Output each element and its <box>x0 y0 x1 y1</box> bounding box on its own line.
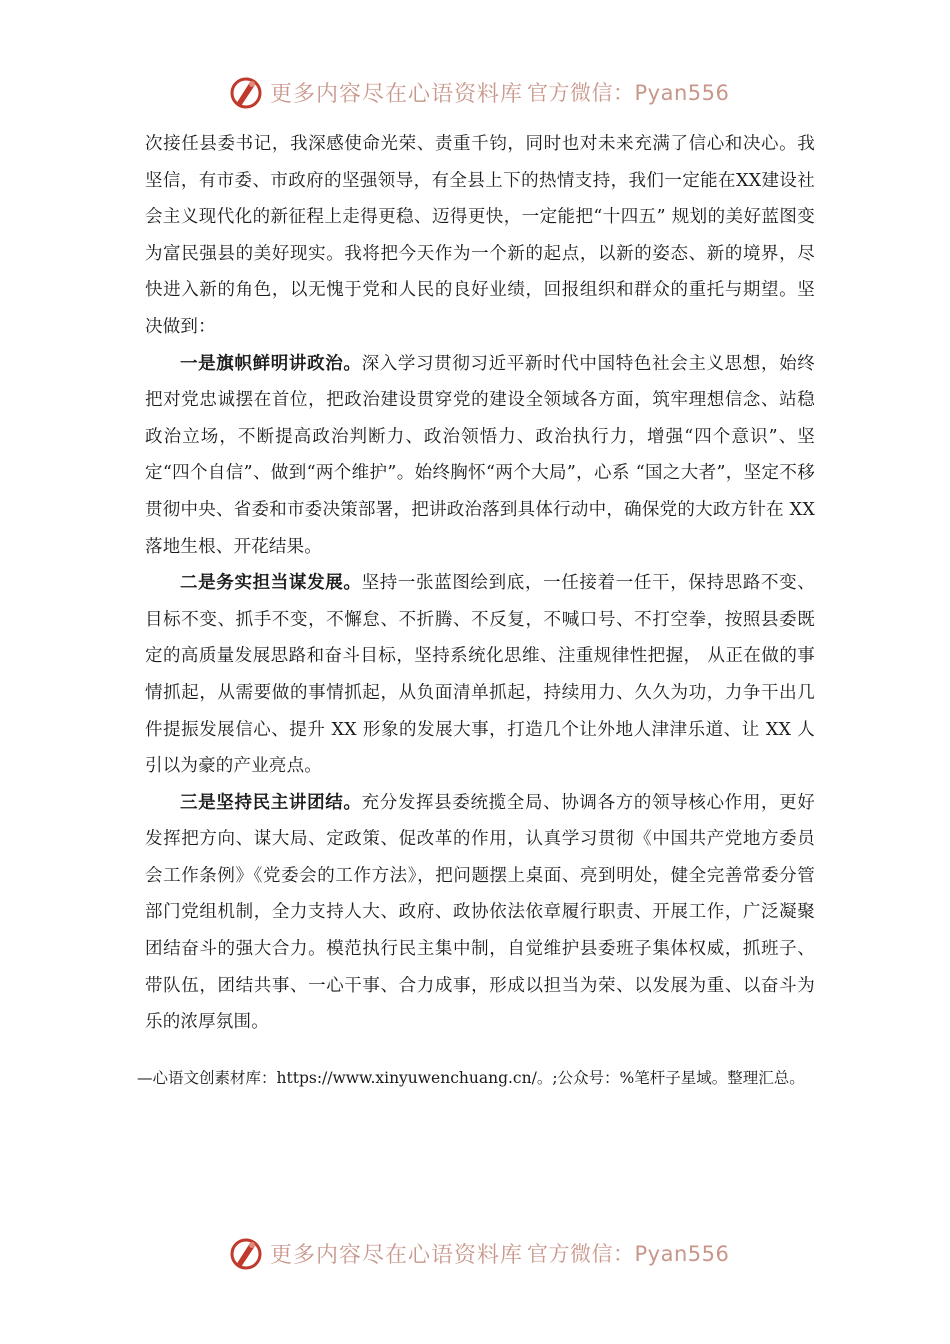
banner-text: 更多内容尽在心语资料库 <box>270 1242 524 1268</box>
point-heading: 二是务实担当谋发展。 <box>180 573 362 594</box>
article-body <box>145 126 815 1041</box>
point-paragraph <box>145 785 815 1041</box>
point-paragraph <box>145 346 815 566</box>
footer-banner <box>228 1233 728 1273</box>
pen-logo-icon <box>228 74 264 110</box>
pen-logo-icon <box>228 1235 264 1271</box>
banner-wechat: 官方微信：Pyan556 <box>527 1242 730 1266</box>
banner-wechat: 官方微信：Pyan556 <box>527 81 730 105</box>
point-text: 深入学习贯彻习近平新时代中国特色社会主义思想，始终把对党忠诚摆在首位，把政治建设贯穿党的建设全领域各方面，筑牢理想信念、站稳政治立场，不断提高政治判断力、政治领悟力、政治执行力，增强“四个意识”、坚定“四个自信”、做到“两个维护”。始终胸怀“两个大局”，心系 “国之大者”，坚定不移贯彻中央、省委和市委决策部署，把讲政治落到具体行动中，确保党的大政方针在 XX 落地生根、开花结果。 <box>145 353 816 557</box>
point-paragraph <box>145 565 815 785</box>
point-text: 坚持一张蓝图绘到底，一任接着一任干，保持思路不变、目标不变、抓手不变，不懈怠、不折腾、不反复，不喊口号、不打空拳，按照县委既定的高质量发展思路和奋斗目标，坚持系统化思维、注重规律性把握， 从正在做的事情抓起，从需要做的事情抓起，从负面清单抓起，持续用力、久久为功，力争干出几件提振发展信心、提升 XX 形象的发展大事，打造几个让外地人津津乐道、让 XX 人引以为豪的产业亮点。 <box>145 573 816 777</box>
point-heading: 三是坚持民主讲团结。 <box>180 792 362 813</box>
point-heading: 一是旗帜鲜明讲政治。 <box>180 353 362 374</box>
point-text: 充分发挥县委统揽全局、协调各方的领导核心作用，更好发挥把方向、谋大局、定政策、促改革的作用，认真学习贯彻《中国共产党地方委员会工作条例》《党委会的工作方法》，把问题摆上桌面、亮到明处，健全完善常委分管部门党组机制，全力支持人大、政府、政协依法依章履行职责、开展工作，广泛凝聚团结奋斗的强大合力。模范执行民主集中制，自觉维护县委班子集体权威，抓班子、带队伍，团结共事、一心干事、合力成事，形成以担当为荣、以发展为重、以奋斗为乐的浓厚氛围。 <box>145 792 816 1033</box>
intro-paragraph: 次接任县委书记，我深感使命光荣、责重千钧，同时也对未来充满了信心和决心。我坚信，有市委、市政府的坚强领导，有全县上下的热情支持，我们一定能在XX建设社会主义现代化的新征程上走得更稳、迈得更快，一定能把“十四五” 规划的美好蓝图变为富民强县的美好现实。我将把今天作为一个新的起点，以新的姿态、新的境界，尽快进入新的角色，以无愧于党和人民的良好业绩，回报组织和群众的重托与期望。坚决做到： <box>145 134 815 337</box>
source-note: —心语文创素材库：https://www.xinyuwenchuang.cn/。;公众号：%笔杆子星域。整理汇总。 <box>137 1069 805 1087</box>
banner-text: 更多内容尽在心语资料库 <box>270 81 524 107</box>
header-banner <box>228 72 728 112</box>
